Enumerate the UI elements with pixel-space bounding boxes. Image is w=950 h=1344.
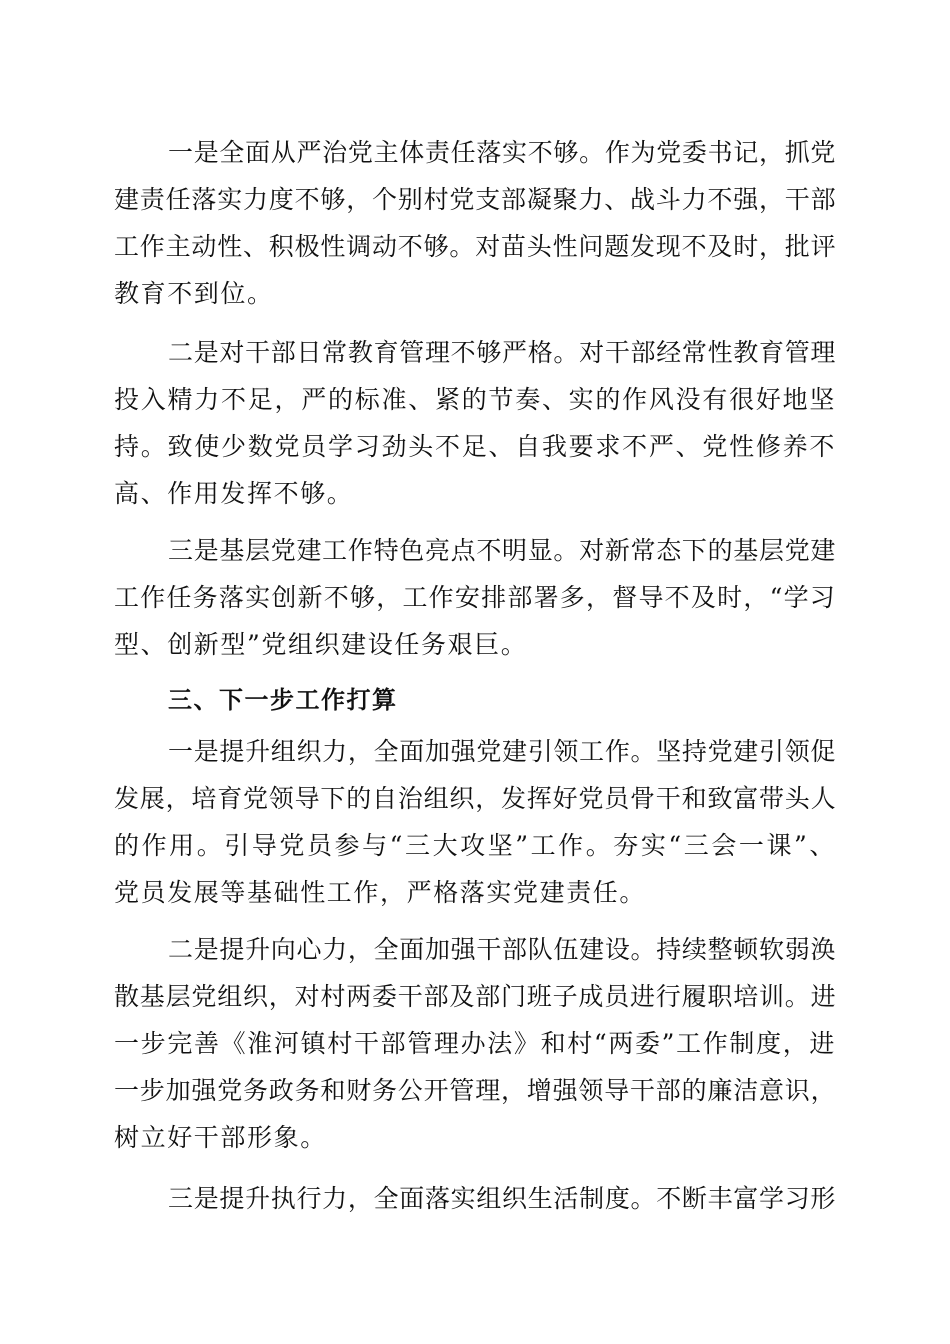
- paragraph-line: 三是基层党建工作特色亮点不明显。对新常态下的基层党建: [168, 536, 836, 565]
- paragraph-line: 二是对干部日常教育管理不够严格。对干部经常性教育管理: [168, 338, 836, 367]
- paragraph-line: 发展，培育党领导下的自治组织，发挥好党员骨干和致富带头人: [114, 784, 837, 813]
- paragraph-line: 一是提升组织力，全面加强党建引领工作。坚持党建引领促: [168, 737, 836, 766]
- paragraph-line: 的作用。引导党员参与“三大攻坚”工作。夯实“三会一课”、: [114, 831, 836, 860]
- paragraph-line: 型、创新型”党组织建设任务艰巨。: [114, 630, 528, 659]
- paragraph-line: 一是全面从严治党主体责任落实不够。作为党委书记，抓党: [168, 138, 836, 167]
- paragraph-line: 工作任务落实创新不够，工作安排部署多，督导不及时，“学习: [114, 583, 836, 612]
- paragraph-line: 三是提升执行力，全面落实组织生活制度。不断丰富学习形: [168, 1184, 836, 1213]
- paragraph-line: 散基层党组织，对村两委干部及部门班子成员进行履职培训。进: [114, 982, 837, 1011]
- paragraph-line: 二是提升向心力，全面加强干部队伍建设。持续整顿软弱涣: [168, 935, 836, 964]
- paragraph-line: 一步加强党务政务和财务公开管理，增强领导干部的廉洁意识，: [114, 1076, 837, 1105]
- paragraph-line: 一步完善《淮河镇村干部管理办法》和村“两委”工作制度，进: [114, 1029, 836, 1058]
- paragraph-line: 教育不到位。: [114, 279, 274, 308]
- section-heading: 三、下一步工作打算: [168, 686, 398, 714]
- paragraph-line: 工作主动性、积极性调动不够。对苗头性问题发现不及时，批评: [114, 232, 837, 261]
- paragraph-line: 树立好干部形象。: [114, 1123, 327, 1152]
- paragraph-line: 投入精力不足，严的标准、紧的节奏、实的作风没有很好地坚: [114, 385, 836, 414]
- paragraph-line: 高、作用发挥不够。: [114, 479, 354, 508]
- paragraph-line: 党员发展等基础性工作，严格落实党建责任。: [114, 878, 647, 907]
- paragraph-line: 建责任落实力度不够，个别村党支部凝聚力、战斗力不强，干部: [114, 185, 837, 214]
- paragraph-line: 持。致使少数党员学习劲头不足、自我要求不严、党性修养不: [114, 432, 836, 461]
